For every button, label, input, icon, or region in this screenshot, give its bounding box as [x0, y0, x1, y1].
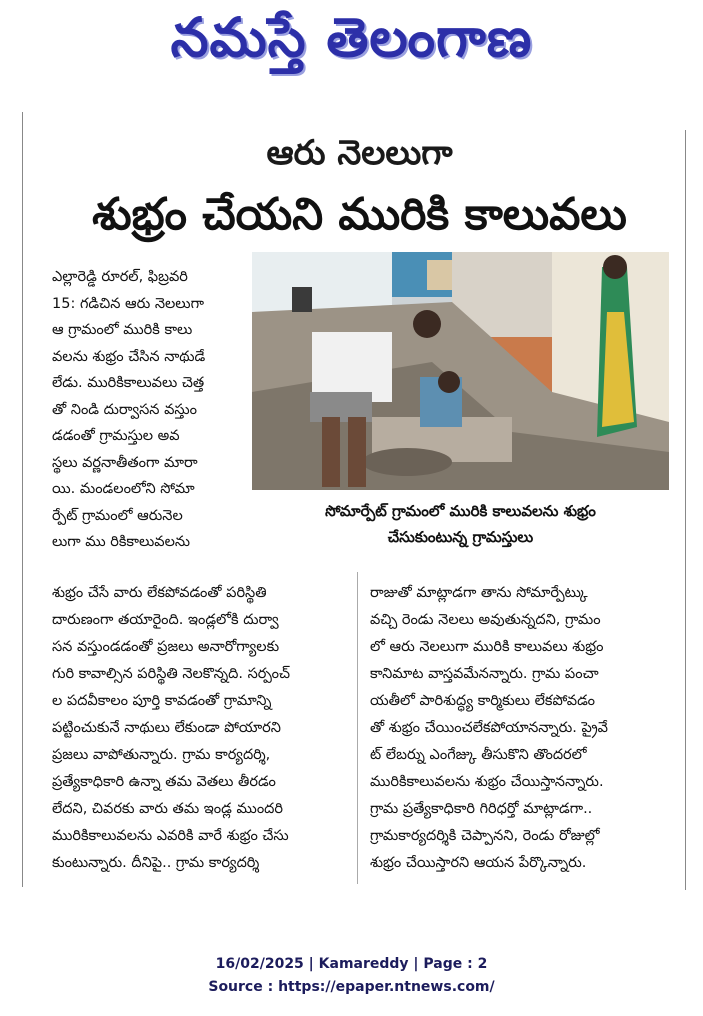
text-line: ల పదవీకాలం పూర్తి కావడంతో గ్రామాన్ని: [52, 693, 272, 709]
text-line: లేడు. మురికికాలువలు చెత్త: [52, 375, 205, 391]
text-line: శుభ్రం చేయిస్తారని ఆయన పేర్కొన్నారు.: [370, 855, 587, 871]
text-line: తో నిండి దుర్వాసన వస్తుం: [52, 401, 197, 418]
text-line: ఎల్లారెడ్డి రూరల్, ఫిబ్రవరి: [52, 269, 188, 285]
text-line: స్థలు వర్ణనాతీతంగా మారా: [52, 454, 198, 471]
column-rule-right: [685, 130, 686, 890]
article-column-1-top: [52, 264, 247, 556]
text-line: కుంటున్నారు. దీనిపై.. గ్రామ కార్యదర్శి: [52, 855, 260, 871]
text-line: యతీలో పారిశుద్ధ్య కార్మికులు లేకపోవడం: [370, 693, 595, 709]
text-line: డడంతో గ్రామస్తుల అవ: [52, 428, 180, 444]
page-footer: [0, 953, 703, 999]
text-line: గ్రామ ప్రత్యేకాధికారి గిరిధర్తో మాట్లాడగా..: [370, 801, 593, 817]
newspaper-logo: నమస్తే తెలంగాణ: [170, 6, 533, 69]
text-line: కానిమాట వాస్తవమేనన్నారు. గ్రామ పంచా: [370, 666, 599, 682]
article-column-1-bottom: [52, 580, 347, 877]
text-line: దారుణంగా తయారైంది. ఇండ్లలోకి దుర్వా: [52, 612, 279, 628]
text-line: తో శుభ్రం చేయించలేకపోయానన్నారు. ప్రైవే: [370, 720, 608, 736]
text-line: ర్పేట్ గ్రామంలో ఆరునెల: [52, 507, 183, 524]
text-line: 15: గడిచిన ఆరు నెలలుగా: [52, 295, 204, 312]
caption-line: సోమార్పేట్ గ్రామంలో మురికి కాలువలను శుభ్రం: [325, 502, 596, 520]
text-line: వలను శుభ్రం చేసిన నాథుడే: [52, 348, 206, 365]
text-line: శుభ్రం చేసే వారు లేకపోవడంతో పరిస్థితి: [52, 585, 267, 601]
column-divider: [357, 572, 358, 884]
text-line: మురికికాలువలను శుభ్రం చేయిస్తానన్నారు.: [370, 774, 604, 790]
footer-source-line: Source : https://epaper.ntnews.com/: [208, 979, 495, 995]
text-line: గ్రామకార్యదర్శికి చెప్పానని, రెండు రోజుల్లో: [370, 828, 600, 844]
text-line: లేదని, చివరకు వారు తమ ఇండ్ల ముందరి: [52, 801, 284, 817]
text-line: ప్రజలు వాపోతున్నారు. గ్రామ కార్యదర్శి,: [52, 747, 271, 763]
photo-illustration: [252, 252, 669, 490]
column-rule-left: [22, 112, 23, 887]
photo-caption: [252, 498, 669, 550]
article-kicker: ఆరు నెలలుగా: [266, 133, 453, 173]
caption-line: చేసుకుంటున్న గ్రామస్తులు: [387, 528, 534, 546]
text-line: ప్రత్యేకాధికారి ఉన్నా తమ వెతలు తీరడం: [52, 774, 276, 790]
text-line: గురి కావాల్సిన పరిస్థితి నెలకొన్నది. సర్పంచ్: [52, 666, 290, 682]
text-line: లో ఆరు నెలలుగా మురికి కాలువలు శుభ్రం: [370, 639, 604, 655]
text-line: సన వస్తుండడంతో ప్రజలు అనారోగ్యాలకు: [52, 639, 280, 655]
footer-date-line: 16/02/2025 | Kamareddy | Page : 2: [215, 956, 488, 972]
article-photo: [252, 252, 669, 490]
text-line: మురికికాలువలను ఎవరికి వారే శుభ్రం చేసు: [52, 828, 289, 844]
article-headline: శుభ్రం చేయని మురికి కాలువలు: [92, 189, 627, 240]
text-line: యి. మండలంలోని సోమా: [52, 481, 195, 497]
text-line: ఆ గ్రామంలో మురికి కాలు: [52, 322, 193, 338]
article-column-2: [370, 580, 670, 877]
text-line: రాజుతో మాట్లాడగా తాను సోమార్పేట్కు: [370, 585, 588, 601]
masthead: [0, 0, 703, 80]
text-line: ట్ లేబర్ను ఎంగేజ్కు తీసుకొని తొందరలో: [370, 747, 587, 763]
text-line: లుగా ము రికికాలువలను: [52, 534, 191, 550]
text-line: వచ్చి రెండు నెలలు అవుతున్నదని, గ్రామం: [370, 612, 601, 628]
text-line: పట్టించుకునే నాథులు లేకుండా పోయారని: [52, 720, 281, 736]
